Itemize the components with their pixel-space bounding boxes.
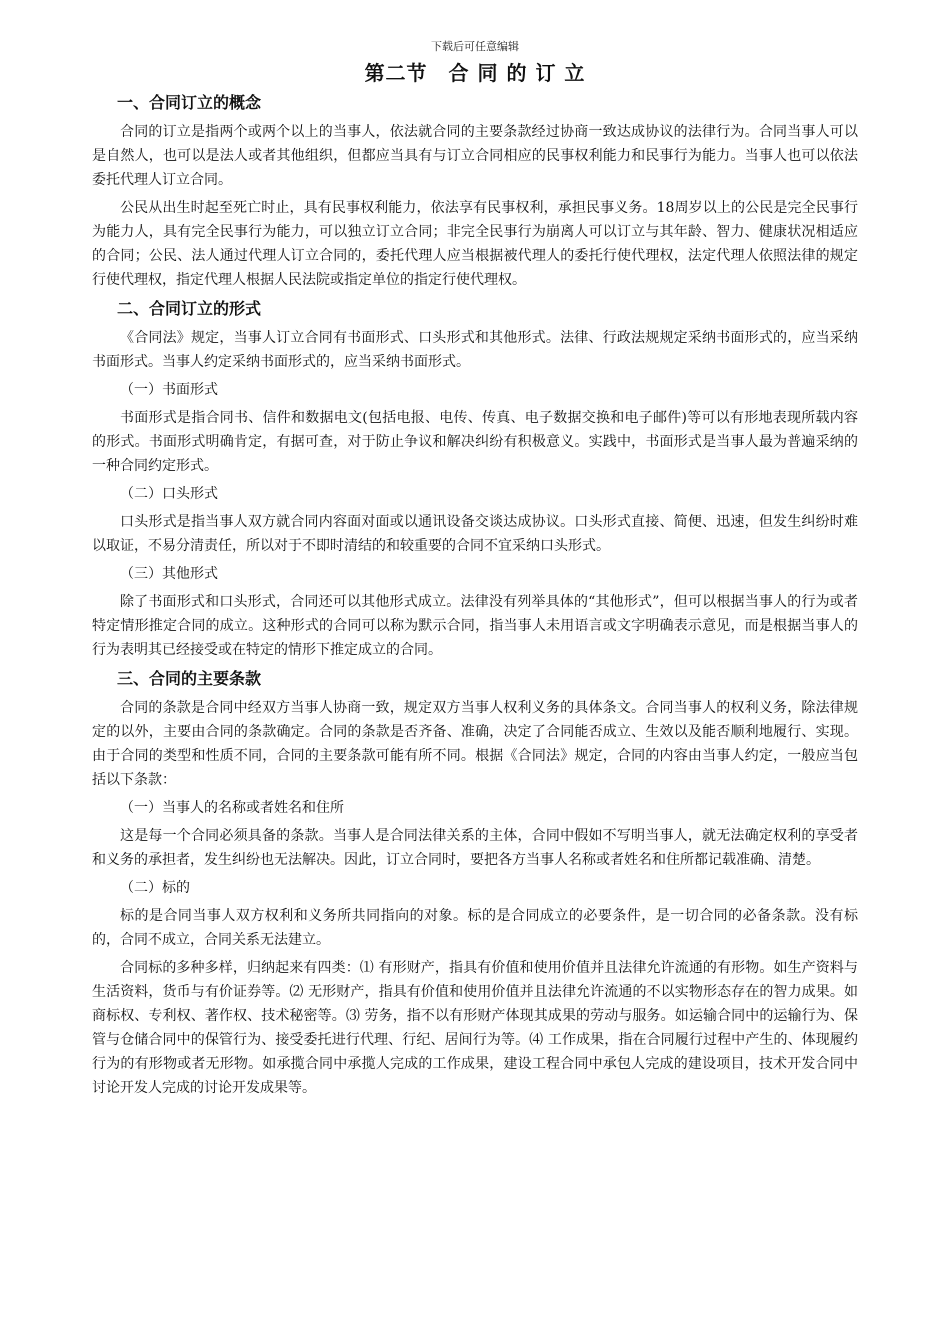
subheading: （一）当事人的名称或者姓名和住所 bbox=[120, 800, 344, 816]
paragraph: 公民从出生时起至死亡时止，具有民事权利能力，依法享有民事权利，承担民事义务。18周岁以上的公民是完全民事行为能力人，具有完全民事行为能力，可以独立订立合同；非完全民事行为崩离人可以订立与其年龄、智力、健康状况相适应的合同；公民、法人通过代理人订立合同的，委托代理人应当根据被代理人的委托行使代理权，法定代理人依照法律的规定行使代理权，指定代理人根据人民法院或指定单位的指定行使代理权。 bbox=[92, 200, 858, 288]
paragraph: 《合同法》规定，当事人订立合同有书面形式、口头形式和其他形式。法律、行政法规规定采纳书面形式的，应当采纳书面形式。当事人约定采纳书面形式的，应当采纳书面形式。 bbox=[92, 330, 858, 370]
paragraph: 标的是合同当事人双方权利和义务所共同指向的对象。标的是合同成立的必要条件，是一切合同的必备条款。没有标的，合同不成立，合同关系无法建立。 bbox=[92, 908, 858, 948]
paragraph: 这是每一个合同必须具备的条款。当事人是合同法律关系的主体，合同中假如不写明当事人，就无法确定权利的享受者和义务的承担者，发生纠纷也无法解决。因此，订立合同时，要把各方当事人名称或者姓名和住所都记载准确、清楚。 bbox=[92, 828, 858, 868]
header-note: 下载后可任意编辑 bbox=[431, 40, 519, 53]
paragraph: 合同标的多种多样，归纳起来有四类：⑴ 有形财产，指具有价值和使用价值并且法律允许流通的有形物。如生产资料与生活资料，货币与有价证券等。⑵ 无形财产，指具有价值和使用价值并且法律允许流通的不以实物形态存在的智力成果。如商标权、专利权、著作权、技术秘密等。⑶ 劳务，指不以有形财产体现其成果的劳动与服务。如运输合同中的运输行为、保管与仓储合同中的保管行为、接受委托进行代理、行纪、居间行为等。⑷ 工作成果，指在合同履行过程中产生的、体现履约行为的有形物或者无形物。如承揽合同中承揽人完成的工作成果，建设工程合同中承包人完成的建设项目，技术开发合同中讨论开发人完成的讨论开发成果等。 bbox=[92, 960, 858, 1096]
paragraph: 合同的订立是指两个或两个以上的当事人，依法就合同的主要条款经过协商一致达成协议的法律行为。合同当事人可以是自然人，也可以是法人或者其他组织，但都应当具有与订立合同相应的民事权利能力和民事行为能力。当事人也可以依法委托代理人订立合同。 bbox=[92, 124, 858, 188]
paragraph: 口头形式是指当事人双方就合同内容面对面或以通讯设备交谈达成协议。口头形式直接、简便、迅速，但发生纠纷时难以取证，不易分清责任，所以对于不即时清结的和较重要的合同不宜采纳口头形式。 bbox=[92, 514, 858, 554]
section-heading-1: 一、合同订立的概念 bbox=[117, 93, 262, 112]
paragraph: 书面形式是指合同书、信件和数据电文(包括电报、电传、传真、电子数据交换和电子邮件)等可以有形地表现所载内容的形式。书面形式明确肯定，有据可查，对于防止争议和解决纠纷有积极意义。实践中，书面形式是当事人最为普遍采纳的一种合同约定形式。 bbox=[92, 410, 858, 474]
section-heading-3: 三、合同的主要条款 bbox=[117, 669, 262, 688]
subheading: （三）其他形式 bbox=[120, 566, 218, 582]
subheading: （二）口头形式 bbox=[120, 486, 218, 502]
section-heading-2: 二、合同订立的形式 bbox=[117, 299, 262, 318]
paragraph: 除了书面形式和口头形式，合同还可以其他形式成立。法律没有列举具体的“其他形式”，但可以根据当事人的行为或者特定情形推定合同的成立。这种形式的合同可以称为默示合同，指当事人未用语言或文字明确表示意见，而是根据当事人的行为表明其已经接受或在特定的情形下推定成立的合同。 bbox=[92, 594, 858, 658]
subheading: （一）书面形式 bbox=[120, 382, 218, 398]
page-title: 第二节 合 同 的 订 立 bbox=[364, 61, 586, 85]
subheading: （二）标的 bbox=[120, 880, 190, 896]
paragraph: 合同的条款是合同中经双方当事人协商一致，规定双方当事人权利义务的具体条文。合同当事人的权利义务，除法律规定的以外，主要由合同的条款确定。合同的条款是否齐备、准确，决定了合同能否成立、生效以及能否顺利地履行、实现。由于合同的类型和性质不同，合同的主要条款可能有所不同。根据《合同法》规定，合同的内容由当事人约定，一般应当包括以下条款： bbox=[92, 700, 858, 788]
